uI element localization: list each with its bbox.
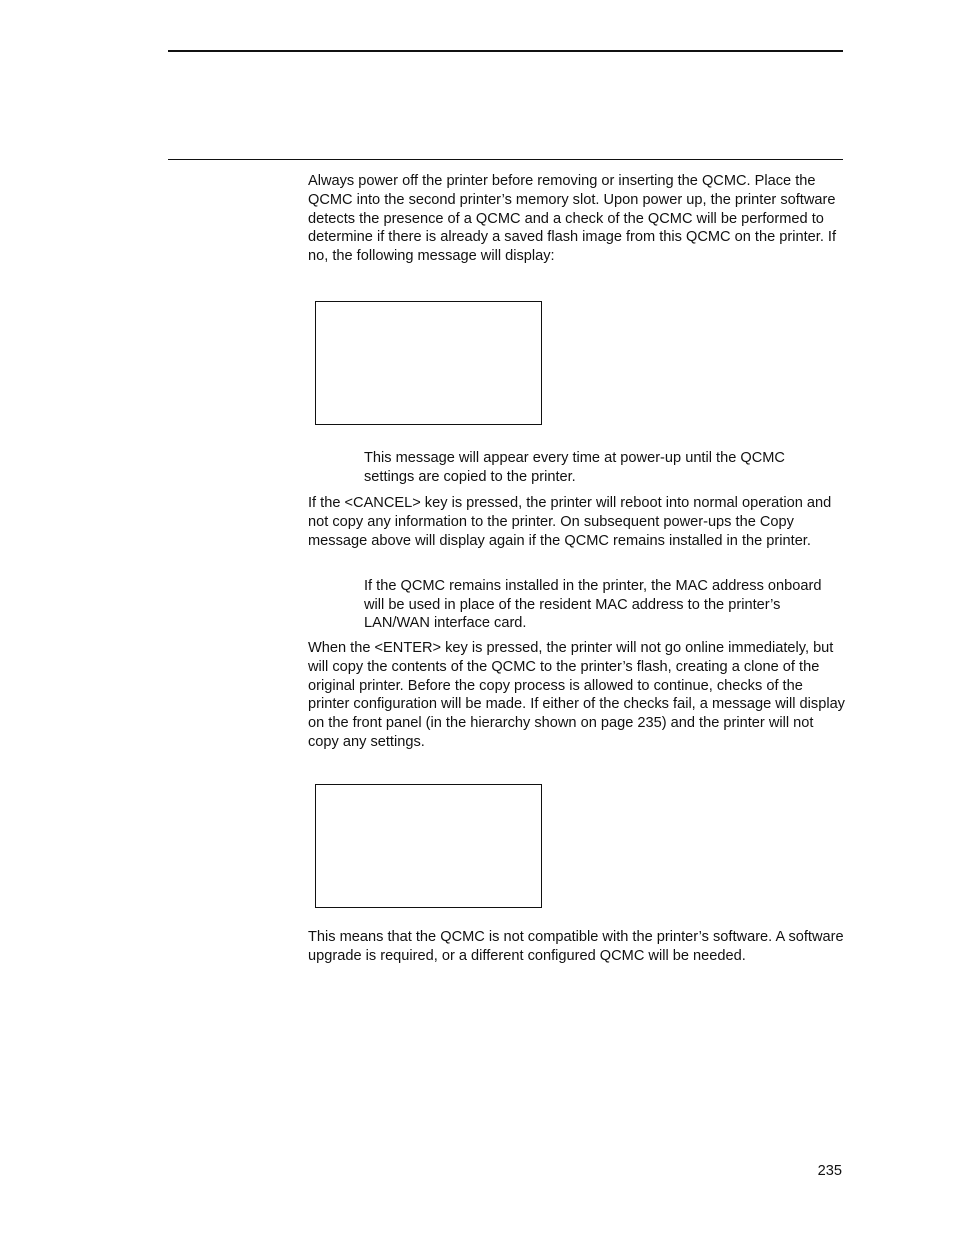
page-number: 235 <box>817 1163 842 1179</box>
display-panel-copy-message <box>315 301 542 425</box>
enter-paragraph: When the <ENTER> key is pressed, the printer will not go online immediately, but will copy the contents of the QCMC to the printer’s flash, creating a clone of the original printer. Before the copy process is allowed to continue, checks of the printer configuration will be made. If either of the checks fail, a message will display on the front panel (in the hierarchy shown on page 235) and the printer will not copy any settings. <box>308 640 845 750</box>
section-rule <box>168 159 843 160</box>
intro-paragraph: Always power off the printer before removing or inserting the QCMC. Place the QCMC into the second printer’s memory slot. Upon power up, the printer software detects the presence of a QCMC and a check of the QCMC will be performed to determine if there is already a saved flash image from this QCMC on the printer. If no, the following message will display: <box>308 173 837 265</box>
display-panel-error-message <box>315 784 542 908</box>
incompatible-paragraph: This means that the QCMC is not compatible with the printer’s software. A software upgrade is required, or a different configured QCMC will be needed. <box>308 929 844 964</box>
note-mac-address: If the QCMC remains installed in the printer, the MAC address onboard will be used in place of the resident MAC address to the printer’s LAN/WAN interface card. <box>364 578 822 631</box>
cancel-paragraph: If the <CANCEL> key is pressed, the printer will reboot into normal operation and not copy any information to the printer. On subsequent power-ups the Copy message above will display again if the QCMC remains installed in the printer. <box>308 495 832 549</box>
note-power-up: This message will appear every time at power-up until the QCMC settings are copied to the printer. <box>364 450 785 485</box>
header-rule <box>168 50 843 52</box>
